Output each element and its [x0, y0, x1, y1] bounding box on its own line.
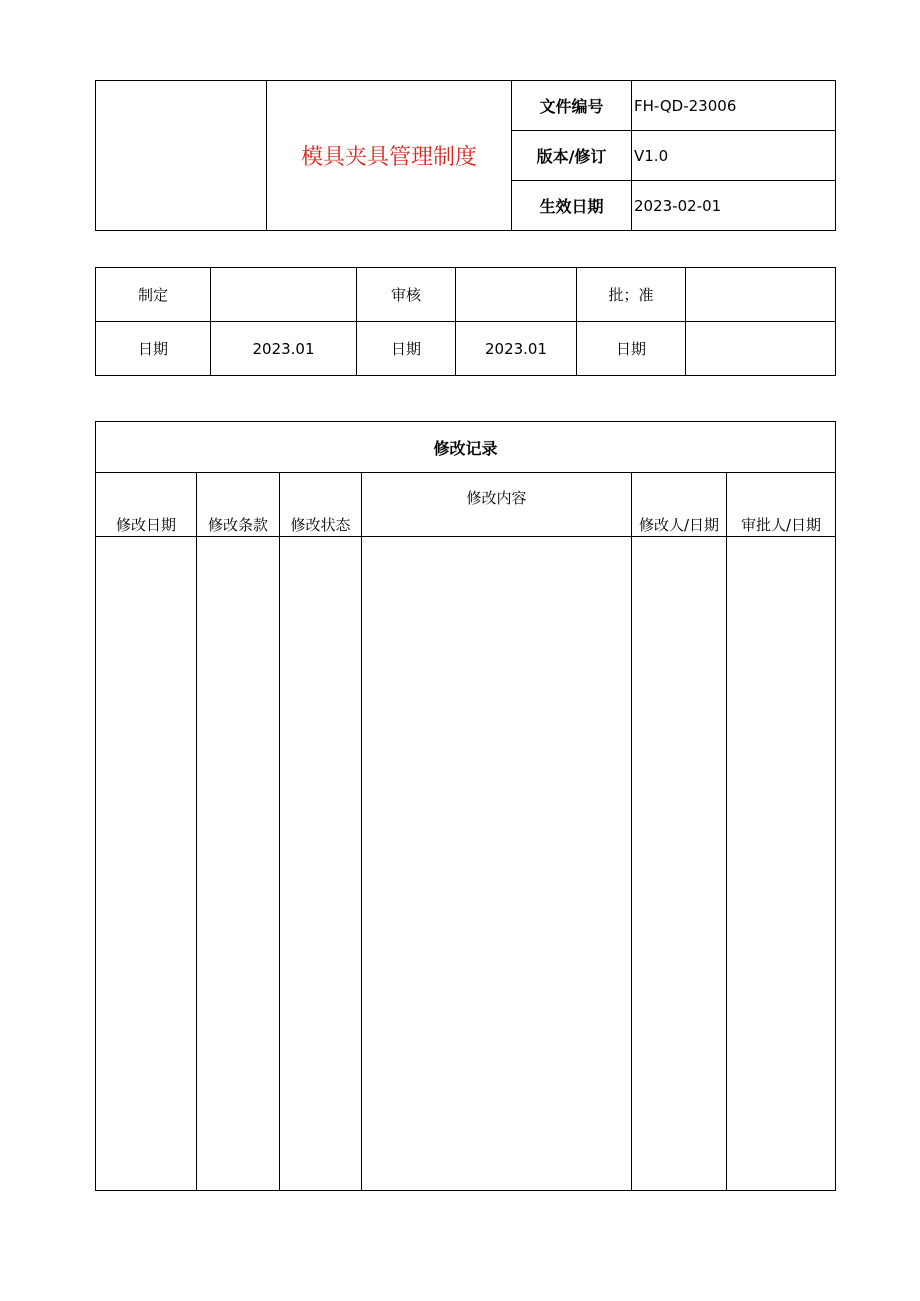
prepared-date-label: 日期 — [96, 322, 211, 376]
revised-by-cell — [632, 537, 727, 1191]
revision-record-table — [95, 421, 836, 1191]
column-header-revised-by: 修改人/日期 — [632, 473, 727, 537]
column-header-revision-status: 修改状态 — [280, 473, 362, 537]
reviewed-date-label: 日期 — [357, 322, 456, 376]
reviewed-value — [456, 268, 577, 322]
revision-status-cell — [280, 537, 362, 1191]
logo-area — [96, 81, 267, 231]
version-value: V1.0 — [632, 131, 836, 181]
approved-date-label: 日期 — [577, 322, 686, 376]
approved-label: 批；准 — [577, 268, 686, 322]
prepared-date-value: 2023.01 — [211, 322, 357, 376]
prepared-label: 制定 — [96, 268, 211, 322]
revision-title: 修改记录 — [96, 422, 836, 473]
approved-value — [686, 268, 836, 322]
column-header-approved-by: 审批人/日期 — [727, 473, 836, 537]
approved-by-cell — [727, 537, 836, 1191]
doc-number-label: 文件编号 — [512, 81, 632, 131]
version-label: 版本/修订 — [512, 131, 632, 181]
column-header-revision-date: 修改日期 — [96, 473, 197, 537]
column-header-revision-clause: 修改条款 — [197, 473, 280, 537]
reviewed-date-value: 2023.01 — [456, 322, 577, 376]
document-title: 模具夹具管理制度 — [267, 81, 512, 231]
approved-date-value — [686, 322, 836, 376]
prepared-value — [211, 268, 357, 322]
table-row — [96, 537, 836, 1191]
revision-clause-cell — [197, 537, 280, 1191]
column-header-revision-content: 修改内容 — [362, 473, 632, 537]
effective-date-label: 生效日期 — [512, 181, 632, 231]
revision-content-cell — [362, 537, 632, 1191]
approval-table — [95, 267, 836, 376]
document-header — [95, 80, 836, 231]
revision-date-cell — [96, 537, 197, 1191]
doc-number-value: FH-QD-23006 — [632, 81, 836, 131]
reviewed-label: 审核 — [357, 268, 456, 322]
effective-date-value: 2023-02-01 — [632, 181, 836, 231]
